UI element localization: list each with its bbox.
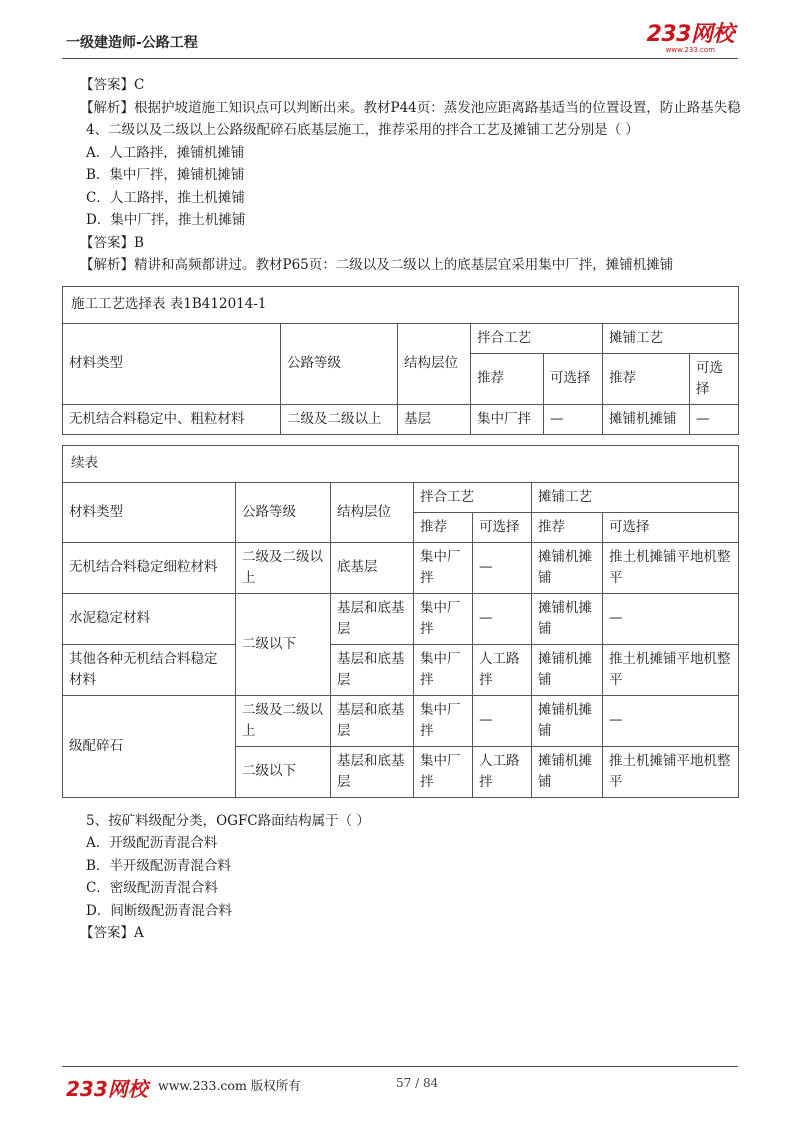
- table2-cell: 推土机摊铺平地机整平: [603, 542, 739, 593]
- table1-h-material: 材料类型: [63, 323, 281, 404]
- table2-cell: 基层和底基层: [331, 746, 414, 797]
- table1-h-pave: 摊铺工艺: [603, 323, 739, 353]
- option-c: C．人工路拌，推土机摊铺: [86, 189, 245, 206]
- table2-cell: 水泥稳定材料: [63, 593, 236, 644]
- table2-cell: 摊铺机摊铺: [532, 542, 603, 593]
- table-row: [63, 404, 739, 434]
- table-row: [63, 695, 739, 746]
- option-b: B．半开级配沥青混合料: [86, 857, 231, 874]
- table1-h-pave-opt: 可选择: [690, 353, 739, 404]
- table1-cell: 二级及二级以上: [281, 404, 398, 434]
- table2-cell: 二级及二级以上: [236, 695, 331, 746]
- table2-cell: 基层和底基层: [331, 593, 414, 644]
- table1-h-pave-rec: 推荐: [603, 353, 690, 404]
- table1-cell: 集中厂拌: [471, 404, 544, 434]
- table2-cell: 集中厂拌: [414, 593, 473, 644]
- table1-h-layer: 结构层位: [398, 323, 471, 404]
- table2-cell: 二级以下: [236, 746, 331, 797]
- table2-cell: —: [473, 695, 532, 746]
- analysis-q4: 【解析】精讲和高频都讲过。教材P65页：二级以及二级以上的底基层宜采用集中厂拌，摊铺机摊铺: [80, 257, 674, 273]
- question-4: 4、二级以及二级以上公路级配碎石底基层施工，推荐采用的拌合工艺及摊铺工艺分别是（ ）: [86, 122, 639, 138]
- question-5: 5、按矿料级配分类，OGFC路面结构属于（ ）: [86, 812, 370, 829]
- table2-caption: 续表: [63, 445, 739, 482]
- table-row: [63, 593, 739, 644]
- table1-h-grade: 公路等级: [281, 323, 398, 404]
- table2-cell: 底基层: [331, 542, 414, 593]
- table2-cell: 摊铺机摊铺: [532, 593, 603, 644]
- table2-h-mix-opt: 可选择: [473, 512, 532, 542]
- header-title: 一级建造师-公路工程: [66, 35, 198, 51]
- table2-cell: 无机结合料稳定细粒材料: [63, 542, 236, 593]
- table2-h-mix: 拌合工艺: [414, 482, 532, 512]
- table2-cell: 基层和底基层: [331, 695, 414, 746]
- footer-copyright: www.233.com 版权所有: [158, 1078, 301, 1093]
- page-footer: [62, 1066, 738, 1101]
- table2-cell: 基层和底基层: [331, 644, 414, 695]
- table1-cell: 基层: [398, 404, 471, 434]
- table1-cell: —: [690, 404, 739, 434]
- logo-text: 233网校: [646, 22, 734, 47]
- table2-h-pave-opt: 可选择: [603, 512, 739, 542]
- page-number: 57 / 84: [396, 1076, 439, 1090]
- option-d: D．集中厂拌，推土机摊铺: [86, 212, 246, 228]
- table1-cell: 摊铺机摊铺: [603, 404, 690, 434]
- option-b: B．集中厂拌，摊铺机摊铺: [86, 167, 245, 183]
- table2-cell: 二级及二级以上: [236, 542, 331, 593]
- process-table-2: [62, 445, 739, 798]
- page-content: [62, 74, 742, 945]
- table2-cell: 级配碎石: [63, 695, 236, 797]
- logo-url: www.233.com: [665, 46, 715, 54]
- answer-q5: 【答案】A: [80, 925, 144, 941]
- table2-cell: —: [473, 593, 532, 644]
- table2-h-mix-rec: 推荐: [414, 512, 473, 542]
- answer-q4: 【答案】B: [80, 234, 144, 251]
- table2-cell: 推土机摊铺平地机整平: [603, 746, 739, 797]
- table2-h-pave: 摊铺工艺: [532, 482, 739, 512]
- process-table-1: [62, 286, 739, 435]
- table2-h-grade: 公路等级: [236, 482, 331, 542]
- option-a: A．开级配沥青混合料: [86, 835, 218, 851]
- table2-cell: 摊铺机摊铺: [532, 746, 603, 797]
- table2-cell: 集中厂拌: [414, 746, 473, 797]
- table2-cell: 集中厂拌: [414, 695, 473, 746]
- table1-caption: 施工工艺选择表 表1B412014-1: [63, 286, 739, 323]
- footer-logo[interactable]: 233网校: [66, 1077, 148, 1101]
- table1-h-mix-rec: 推荐: [471, 353, 544, 404]
- option-a: A．人工路拌，摊铺机摊铺: [86, 144, 245, 161]
- table2-cell: 集中厂拌: [414, 644, 473, 695]
- table-row: [63, 542, 739, 593]
- option-d: D．间断级配沥青混合料: [86, 902, 232, 919]
- table2-cell: 推土机摊铺平地机整平: [603, 644, 739, 695]
- analysis-q3: 【解析】根据护坡道施工知识点可以判断出来。教材P44页：蒸发池应距离路基适当的位置设置，防止路基失稳: [80, 99, 741, 116]
- table2-cell: 二级以下: [236, 593, 331, 695]
- answer-q3: 【答案】C: [80, 77, 145, 93]
- table2-cell: 其他各种无机结合料稳定材料: [63, 644, 236, 695]
- table2-cell: 人工路拌: [473, 644, 532, 695]
- table2-cell: 集中厂拌: [414, 542, 473, 593]
- table2-cell: —: [603, 695, 739, 746]
- page-header: [62, 24, 738, 59]
- table1-h-mix-opt: 可选择: [544, 353, 603, 404]
- table2-cell: —: [603, 593, 739, 644]
- table2-cell: —: [473, 542, 532, 593]
- table1-cell: —: [544, 404, 603, 434]
- table2-h-material: 材料类型: [63, 482, 236, 542]
- table2-cell: 摊铺机摊铺: [532, 695, 603, 746]
- table2-cell: 摊铺机摊铺: [532, 644, 603, 695]
- table1-cell: 无机结合料稳定中、粗粒材料: [63, 404, 281, 434]
- table2-cell: 人工路拌: [473, 746, 532, 797]
- table1-h-mix: 拌合工艺: [471, 323, 603, 353]
- table2-h-layer: 结构层位: [331, 482, 414, 542]
- option-c: C．密级配沥青混合料: [86, 880, 218, 896]
- brand-logo[interactable]: [647, 24, 734, 54]
- table-row: [63, 644, 739, 695]
- table2-h-pave-rec: 推荐: [532, 512, 603, 542]
